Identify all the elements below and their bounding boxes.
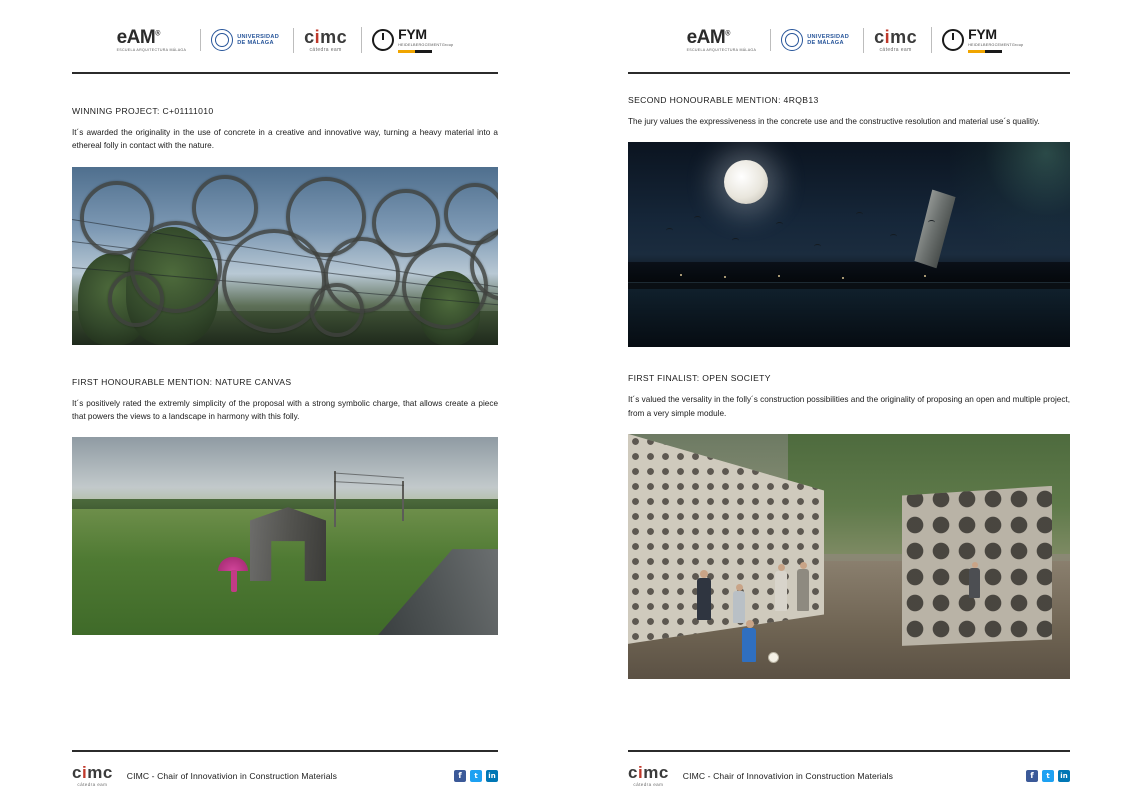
cimc-logo-mc: mc: [643, 763, 669, 783]
university-logo-line2: DE MÁLAGA: [807, 40, 844, 46]
figure-moon: [724, 160, 768, 204]
section-title: SECOND HONOURABLE MENTION: 4RQB13: [628, 95, 819, 105]
eam-logo: [117, 28, 187, 53]
figure-person: [733, 591, 745, 623]
figure-person: [697, 578, 711, 620]
university-seal-icon: [781, 29, 803, 51]
cimc-logo-i: i: [81, 763, 88, 783]
footer-cimc-logo: [72, 764, 113, 788]
figure-horizon-treeline: [628, 262, 1070, 282]
section-body: It´s valued the versality in the folly´s construction possibilities and the originality of proposing an open and multiple project, from a very simple module.: [628, 395, 1070, 418]
twitter-icon[interactable]: t: [1042, 770, 1054, 782]
figure-concrete-ring: [310, 283, 364, 337]
registered-mark-icon: ®: [155, 30, 160, 38]
figure-person-head: [736, 584, 743, 591]
university-seal-icon: [211, 29, 233, 51]
footer-divider: [72, 750, 498, 752]
header-divider: [72, 72, 498, 74]
header-divider: [628, 72, 1070, 74]
fym-logo-subtitle: HEIDELBERGCEMENTGroup: [968, 43, 1024, 48]
eam-logo-text: eAM: [116, 26, 156, 48]
fym-logo-text: FYM: [398, 26, 427, 43]
header-logo-strip: [570, 0, 1140, 58]
footer-caption: CIMC - Chair of Innovativion in Construction Materials: [126, 771, 338, 782]
eam-logo-subtitle: ESCUELA ARQUITECTURA MÁLAGA: [116, 47, 187, 52]
section-winning-project: [72, 106, 498, 345]
cimc-logo-i: i: [314, 26, 321, 47]
section-body: It´s awarded the originality in the use of concrete in a creative and innovative way, turning a heavy material into a ethereal folly in contact with the nature.: [72, 128, 498, 151]
section-title: FIRST HONOURABLE MENTION: NATURE CANVAS: [72, 376, 292, 387]
university-logo-line1: UNIVERSIDAD: [807, 33, 850, 40]
footer-caption: CIMC - Chair of Innovativion in Construction Materials: [682, 771, 894, 782]
cimc-logo-c: c: [72, 763, 82, 783]
figure-ball: [768, 652, 779, 663]
section-title: WINNING PROJECT: C+01111010: [72, 106, 214, 116]
section-title: FIRST FINALIST: OPEN SOCIETY: [628, 373, 771, 384]
figure-bird: [776, 222, 783, 227]
figure-bird: [732, 238, 739, 243]
figure-utility-pole: [402, 481, 404, 521]
fym-logo: [931, 27, 1023, 52]
section-second-honourable-mention: [628, 95, 1070, 347]
cimc-logo-mc: mc: [890, 26, 918, 47]
section-first-finalist: [628, 373, 1070, 679]
registered-mark-icon: ®: [725, 30, 730, 38]
university-logo-line2: DE MÁLAGA: [237, 40, 274, 46]
fym-accent-bar: [398, 50, 432, 53]
eam-logo-text: eAM: [686, 26, 726, 48]
figure-person-head: [778, 564, 785, 571]
cimc-logo-subtitle: cátedra eam: [309, 46, 342, 53]
section-body: The jury values the expressiveness in the concrete use and the constructive resolution and material use´s qualitiy.: [628, 117, 1040, 126]
fym-accent-bar: [968, 50, 1002, 53]
facebook-icon[interactable]: f: [1026, 770, 1038, 782]
figure-person-head: [746, 620, 754, 628]
figure-bird: [856, 212, 863, 217]
header-logo-strip: [0, 0, 570, 58]
cimc-logo-mc: mc: [320, 26, 348, 47]
figure-person-head: [700, 570, 708, 578]
university-logo-line1: UNIVERSIDAD: [237, 33, 280, 40]
page-right: [570, 0, 1140, 806]
university-of-malaga-logo: [770, 29, 849, 51]
figure-bird: [694, 216, 701, 221]
figure-concrete-ring: [108, 271, 164, 327]
cimc-logo-subtitle: cátedra eam: [879, 46, 912, 53]
figure-bird: [890, 234, 897, 239]
eam-logo-subtitle: ESCUELA ARQUITECTURA MÁLAGA: [686, 47, 757, 52]
figure-utility-pole: [334, 471, 336, 527]
university-of-malaga-logo: [200, 29, 279, 51]
twitter-icon[interactable]: t: [470, 770, 482, 782]
figure-bird: [814, 244, 821, 249]
fym-mark-icon: [942, 29, 964, 51]
cimc-logo-i: i: [637, 763, 644, 783]
fym-logo: [361, 27, 453, 52]
figure-person: [775, 571, 787, 611]
linkedin-icon[interactable]: in: [1058, 770, 1070, 782]
footer-cimc-logo: [628, 764, 669, 788]
cimc-logo-c: c: [304, 26, 315, 47]
linkedin-icon[interactable]: in: [486, 770, 498, 782]
cimc-logo-subtitle: cátedra eam: [633, 782, 664, 788]
page-footer: [570, 750, 1140, 788]
figure-bird: [928, 220, 935, 225]
section-first-honourable-mention: [72, 377, 498, 636]
cimc-logo: [293, 28, 347, 53]
figure-night-dam: [628, 142, 1070, 347]
figure-aurora-glow: [950, 142, 1070, 252]
figure-person-head: [972, 562, 978, 568]
cimc-logo-i: i: [884, 26, 891, 47]
cimc-logo-subtitle: cátedra eam: [77, 782, 108, 788]
fym-mark-icon: [372, 29, 394, 51]
figure-person: [231, 570, 237, 592]
figure-water: [628, 289, 1070, 347]
cimc-logo: [863, 28, 917, 53]
fym-logo-text: FYM: [968, 26, 997, 43]
figure-concrete-rings-sky: [72, 167, 498, 345]
figure-rural-field-arch: [72, 437, 498, 635]
figure-bird: [666, 228, 673, 233]
section-body: It´s positively rated the extremly simplicity of the proposal with a strong symbolic charge, that allows create a piece that powers the views to a landscape in harmony with this folly.: [72, 398, 498, 421]
figure-perforated-concrete-walls: [628, 434, 1070, 679]
cimc-logo-mc: mc: [87, 763, 113, 783]
figure-child: [742, 628, 756, 662]
footer-divider: [628, 750, 1070, 752]
figure-person-head: [800, 562, 807, 569]
social-links: [454, 770, 498, 782]
cimc-logo-c: c: [628, 763, 638, 783]
page-footer: [0, 750, 570, 788]
figure-concrete-ring: [192, 175, 258, 241]
social-links: [1026, 770, 1070, 782]
figure-person: [969, 568, 980, 598]
figure-person: [797, 569, 809, 611]
fym-logo-subtitle: HEIDELBERGCEMENTGroup: [398, 43, 454, 48]
cimc-logo-c: c: [874, 26, 885, 47]
facebook-icon[interactable]: f: [454, 770, 466, 782]
eam-logo: [687, 28, 757, 53]
